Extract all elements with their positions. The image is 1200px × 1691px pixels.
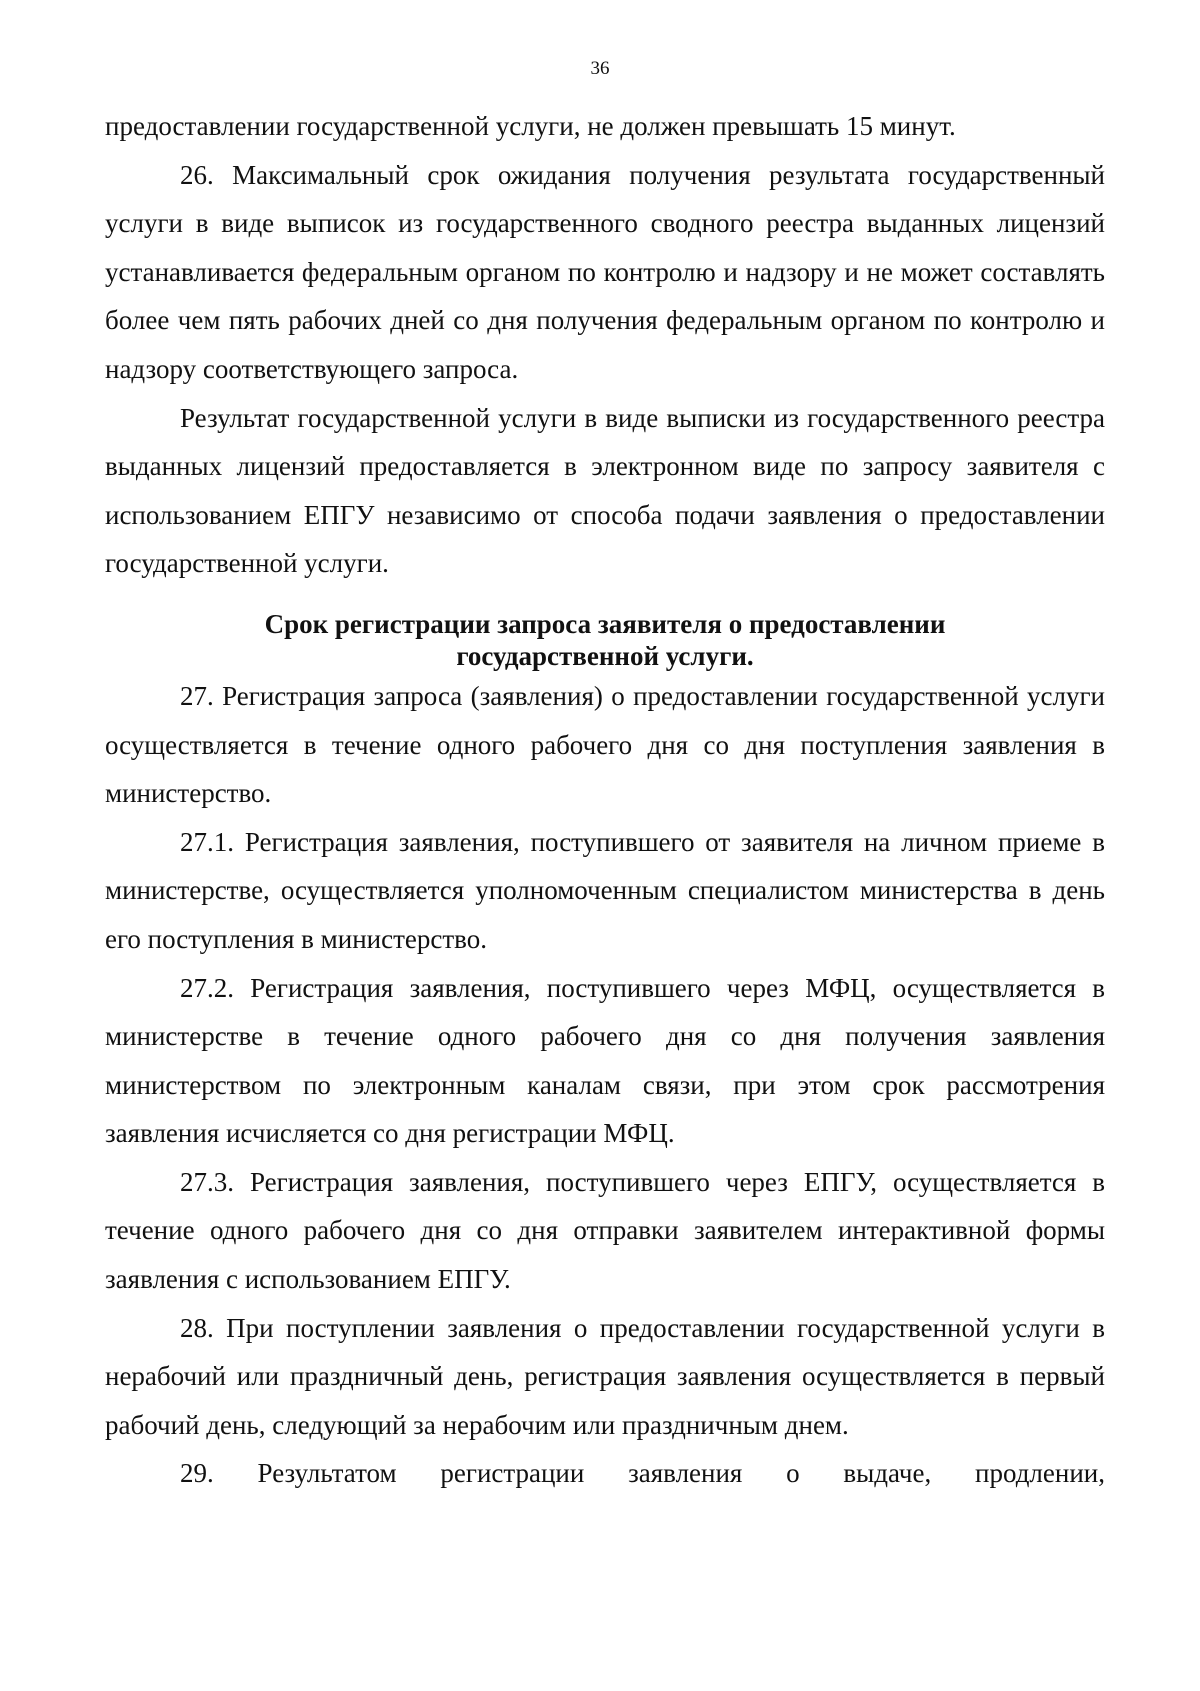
paragraph-27-2: 27.2. Регистрация заявления, поступившего через МФЦ, осуществляется в министерстве в течение одного рабочего дня со дня получения заявления министерством по электронным каналам связи, при этом срок рассмотрения заявления исчисляется со дня регистрации МФЦ. — [105, 972, 1105, 1149]
paragraph-27-3: 27.3. Регистрация заявления, поступившего через ЕПГУ, осуществляется в течение одного рабочего дня со дня отправки заявителем интерактивной формы заявления с использованием ЕПГУ. — [105, 1166, 1105, 1295]
continuation-paragraph: предоставлении государственной услуги, не должен превышать 15 минут. — [105, 111, 956, 141]
section-heading-line-2: государственной услуги. — [456, 640, 754, 671]
paragraph-26-result: Результат государственной услуги в виде выписки из государственного реестра выданных лицензий предоставляется в электронном виде по запросу заявителя с использованием ЕПГУ независимо от способа подачи заявления о предоставлении государственной услуги. — [105, 402, 1105, 579]
paragraph-26: 26. Максимальный срок ожидания получения результата государственный услуги в виде выписок из государственного сводного реестра выданных лицензий устанавливается федеральным органом по контролю и надзору и не может составлять более чем пять рабочих дней со дня получения федеральным органом по контролю и надзору соответствующего запроса. — [105, 159, 1105, 384]
section-heading-line-1: Срок регистрации запроса заявителя о предоставлении — [264, 608, 946, 639]
page-number: 36 — [590, 58, 610, 79]
paragraph-28: 28. При поступлении заявления о предоставлении государственной услуги в нерабочий или праздничный день, регистрация заявления осуществляется в первый рабочий день, следующий за нерабочим или праздничным днем. — [105, 1312, 1105, 1440]
paragraph-29: 29. Результатом регистрации заявления о выдаче, продлении, — [180, 1458, 1105, 1489]
paragraph-27: 27. Регистрация запроса (заявления) о предоставлении государственной услуги осуществляется в течение одного рабочего дня со дня поступления заявления в министерство. — [105, 680, 1105, 809]
document-body — [105, 102, 1105, 1498]
section-heading — [105, 604, 1105, 672]
paragraph-27-1: 27.1. Регистрация заявления, поступившего от заявителя на личном приеме в министерстве, осуществляется уполномоченным специалистом министерства в день его поступления в министерство. — [105, 826, 1105, 954]
